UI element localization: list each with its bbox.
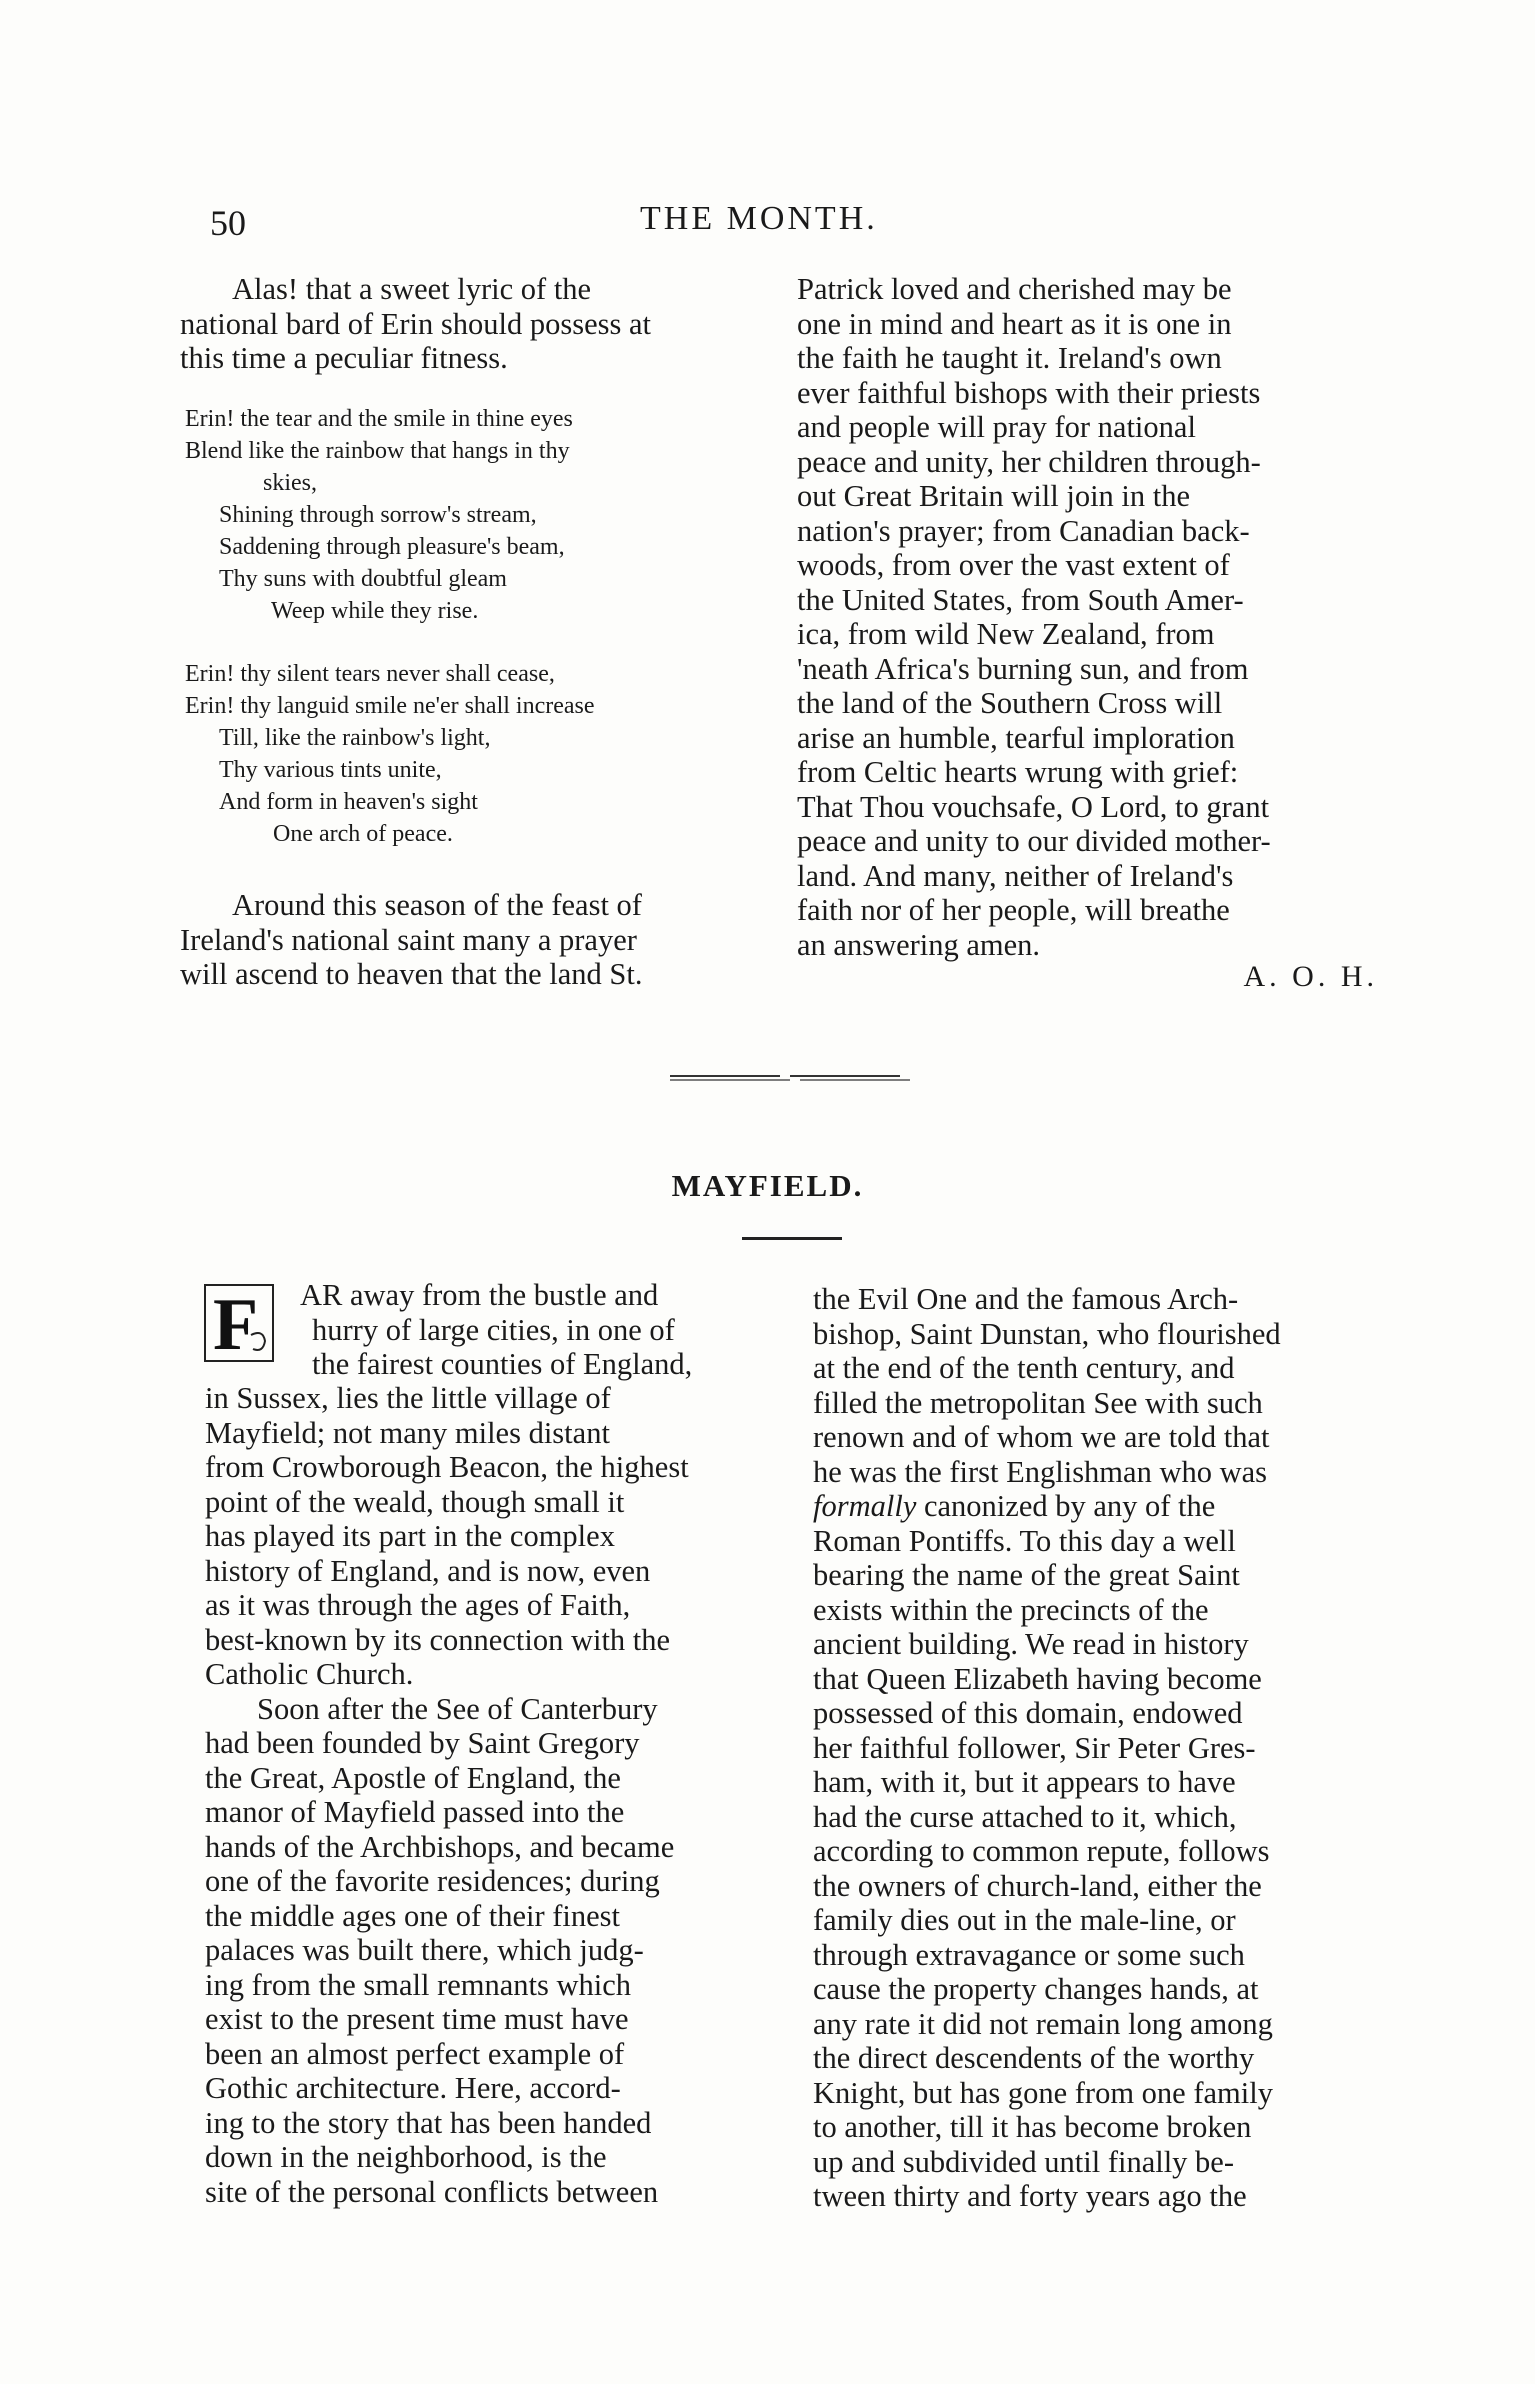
text-line: AR away from the bustle and	[300, 1278, 659, 1312]
text-line: Roman Pontiffs. To this day a well	[813, 1523, 1236, 1558]
text-line: Soon after the See of Canterbury	[257, 1691, 658, 1726]
text-line: bearing the name of the great Saint	[813, 1558, 1240, 1592]
text-line: ing from the small remnants which	[205, 1967, 632, 2002]
title-underline	[742, 1237, 842, 1240]
poem-line: Thy various tints unite,	[219, 757, 442, 783]
text-line: ancient building. We read in history	[813, 1627, 1249, 1661]
running-title: THE MONTH.	[640, 200, 878, 237]
text-line: any rate it did not remain long among	[813, 2006, 1273, 2041]
text-line: palaces was built there, which judg-	[205, 1933, 644, 1967]
text-line: best-known by its connection with the	[205, 1622, 671, 1657]
poem-line: Blend like the rainbow that hangs in thy	[185, 438, 570, 464]
drop-cap-initial	[203, 1283, 275, 1363]
emphasized-word: formally	[813, 1489, 917, 1523]
text-line: one in mind and heart as it is one in	[797, 306, 1232, 341]
text-line: ing to the story that has been handed	[205, 2105, 652, 2140]
text-line: hurry of large cities, in one of	[312, 1312, 675, 1347]
poem-line: Erin! the tear and the smile in thine eyes	[185, 406, 573, 432]
text-line: according to common repute, follows	[813, 1834, 1270, 1868]
poem-line: Saddening through pleasure's beam,	[219, 534, 565, 560]
dropcap-lines	[300, 1278, 775, 1382]
ornamental-f-icon	[203, 1283, 275, 1363]
text-line: renown and of whom we are told that	[813, 1420, 1270, 1454]
text-line: woods, from over the vast extent of	[797, 548, 1230, 582]
text-line: Ireland's national saint many a prayer	[180, 922, 637, 957]
text-line: That Thou vouchsafe, O Lord, to grant	[797, 789, 1270, 824]
text-line: point of the weald, though small it	[205, 1484, 625, 1519]
text-line: down in the neighborhood, is the	[205, 2140, 607, 2174]
text-line: Patrick loved and cherished may be	[797, 272, 1232, 306]
poem-line: Weep while they rise.	[271, 598, 479, 624]
text-line: peace and unity to our divided mother-	[797, 824, 1271, 858]
text-line: and people will pray for national	[797, 410, 1196, 444]
poem-line: Erin! thy silent tears never shall cease,	[185, 661, 555, 687]
poem-stanza-2	[185, 658, 595, 850]
poem-line: Thy suns with doubtful gleam	[219, 566, 507, 592]
text-line: Around this season of the feast of	[232, 888, 642, 922]
text-line: land. And many, neither of Ireland's	[797, 858, 1234, 893]
text-line: at the end of the tenth century, and	[813, 1351, 1235, 1385]
text-line	[813, 1489, 1398, 1524]
text-line: had been founded by Saint Gregory	[205, 1726, 640, 1760]
text-line: the Evil One and the famous Arch-	[813, 1282, 1239, 1316]
text-line: this time a peculiar fitness.	[180, 341, 508, 375]
poem-stanza-1	[185, 403, 573, 627]
text-line: bishop, Saint Dunstan, who flourished	[813, 1316, 1281, 1351]
text-line: site of the personal conflicts between	[205, 2174, 659, 2209]
text-line: the United States, from South Amer-	[797, 582, 1244, 617]
text-line: he was the first Englishman who was	[813, 1454, 1268, 1489]
poem-line: Erin! thy languid smile ne'er shall increase	[185, 693, 595, 719]
text-line: the owners of church-land, either the	[813, 1868, 1262, 1903]
text-line: her faithful follower, Sir Peter Gres-	[813, 1730, 1256, 1765]
text-line: through extravagance or some such	[813, 1937, 1245, 1972]
right-column-text	[797, 272, 1382, 962]
text-line: been an almost perfect example of	[205, 2036, 625, 2071]
text-line: exists within the precincts of the	[813, 1592, 1209, 1627]
text-line: exist to the present time must have	[205, 2002, 629, 2036]
text-line: to another, till it has become broken	[813, 2110, 1252, 2144]
page-number: 50	[210, 203, 246, 243]
poem-line: One arch of peace.	[273, 821, 453, 847]
text-line: the Great, Apostle of England, the	[205, 1760, 621, 1795]
text-line: Gothic architecture. Here, accord-	[205, 2071, 621, 2105]
text-line: cause the property changes hands, at	[813, 1972, 1259, 2006]
drop-cap-letter: F	[213, 1284, 259, 1363]
text-line: filled the metropolitan See with such	[813, 1385, 1263, 1420]
poem-line: skies,	[263, 470, 317, 496]
text-line: ica, from wild New Zealand, from	[797, 617, 1215, 651]
text-line: out Great Britain will join in the	[797, 479, 1191, 513]
text-line: the fairest counties of England,	[312, 1347, 693, 1381]
text-line: the middle ages one of their finest	[205, 1898, 621, 1933]
text-line: Alas! that a sweet lyric of the	[232, 272, 592, 306]
text-line: arise an humble, tearful imploration	[797, 720, 1235, 755]
text-line: the faith he taught it. Ireland's own	[797, 341, 1222, 375]
text-line: has played its part in the complex	[205, 1519, 615, 1553]
text-line: an answering amen.	[797, 927, 1041, 962]
text-line: one of the favorite residences; during	[205, 1864, 660, 1898]
text-line: Knight, but has gone from one family	[813, 2075, 1273, 2110]
text-line: as it was through the ages of Faith,	[205, 1588, 631, 1622]
text-line: the land of the Southern Cross will	[797, 686, 1223, 720]
text-line: from Celtic hearts wrung with grief:	[797, 755, 1239, 789]
text-line: peace and unity, her children through-	[797, 444, 1261, 479]
text-line: the direct descendents of the worthy	[813, 2041, 1255, 2075]
poem-line: Till, like the rainbow's light,	[219, 725, 491, 751]
text-line: 'neath Africa's burning sun, and from	[797, 651, 1249, 686]
poem-line: And form in heaven's sight	[219, 789, 478, 815]
article-title: MAYFIELD.	[671, 1168, 864, 1203]
right-column-body	[813, 1282, 1398, 2214]
text-line: Mayfield; not many miles distant	[205, 1415, 610, 1450]
intro-paragraph	[180, 272, 760, 376]
text-line: national bard of Erin should possess at	[180, 306, 651, 341]
text-line: possessed of this domain, endowed	[813, 1696, 1243, 1730]
text-line: up and subdivided until finally be-	[813, 2144, 1234, 2179]
text-line: ham, with it, but it appears to have	[813, 1765, 1236, 1799]
text-line: in Sussex, lies the little village of	[205, 1381, 611, 1415]
poem-line: Shining through sorrow's stream,	[219, 502, 537, 528]
text-line: that Queen Elizabeth having become	[813, 1661, 1262, 1696]
author-signature: A. O. H.	[1243, 960, 1378, 993]
left-column-body	[205, 1381, 780, 2209]
text-line: from Crowborough Beacon, the highest	[205, 1450, 689, 1484]
text-line: faith nor of her people, will breathe	[797, 893, 1230, 927]
text-line: tween thirty and forty years ago the	[813, 2179, 1247, 2213]
section-separator	[670, 1073, 920, 1083]
text-line: manor of Mayfield passed into the	[205, 1795, 625, 1829]
text-fragment: canonized by any of the	[916, 1489, 1216, 1523]
text-line: ever faithful bishops with their priests	[797, 375, 1261, 410]
text-line: hands of the Archbishops, and became	[205, 1829, 675, 1864]
text-line: will ascend to heaven that the land St.	[180, 957, 643, 991]
text-line: history of England, and is now, even	[205, 1553, 651, 1588]
text-line: family dies out in the male-line, or	[813, 1903, 1236, 1937]
around-paragraph	[180, 888, 770, 992]
text-line: had the curse attached to it, which,	[813, 1799, 1237, 1834]
text-line: Catholic Church.	[205, 1657, 414, 1691]
text-line: nation's prayer; from Canadian back-	[797, 513, 1250, 548]
